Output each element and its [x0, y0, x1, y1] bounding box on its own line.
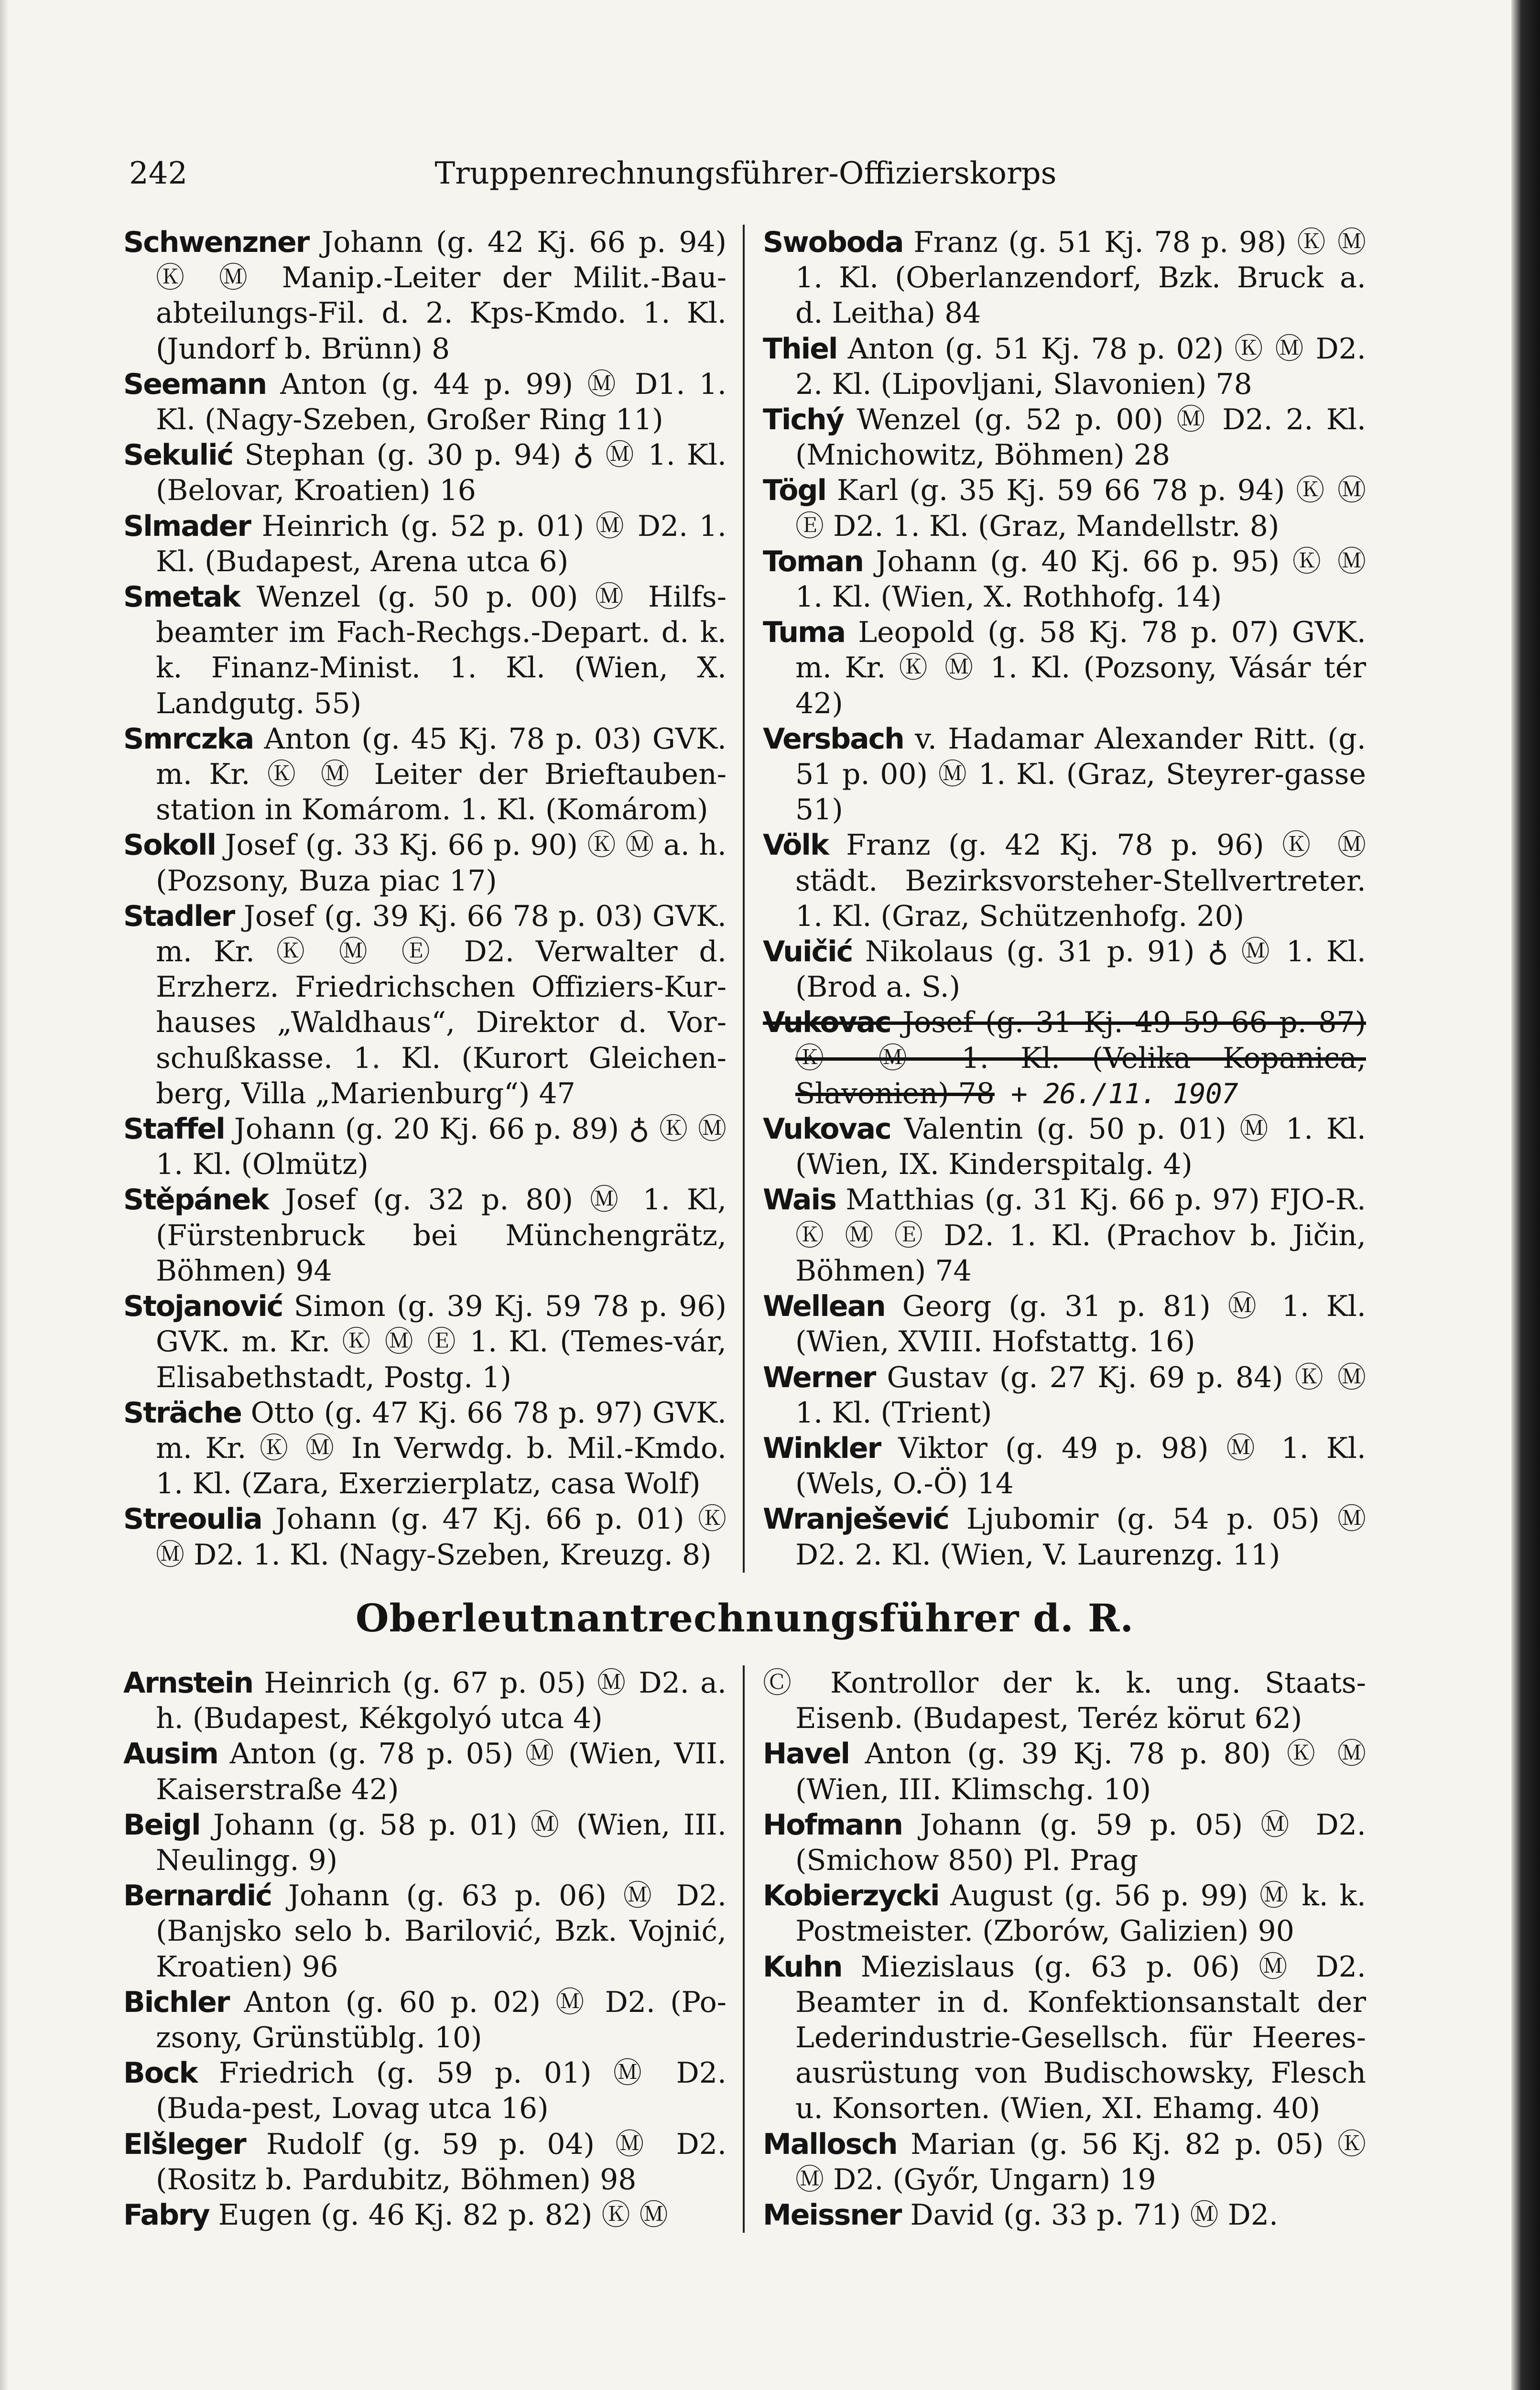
- directory-entry: [123, 1878, 727, 1985]
- entry-body: [123, 1112, 727, 1181]
- directory-entry: [123, 721, 727, 828]
- entry-body: [763, 828, 1366, 933]
- entry-body: [123, 722, 727, 826]
- entry-details: Eugen (g. 46 Kj. 82 p. 82) Ⓚ Ⓜ: [209, 2198, 668, 2232]
- entry-surname: Sokoll: [123, 828, 216, 862]
- directory-entry: [123, 1289, 727, 1395]
- entry-surname: Stojanović: [123, 1290, 283, 1324]
- directory-entry: [763, 1807, 1366, 1878]
- entry-details: Ljubomir (g. 54 p. 05) Ⓜ D2. 2. Kl. (Wien, V. Laurenzg. 11): [795, 1502, 1366, 1572]
- directory-entry: [123, 509, 727, 579]
- entry-body: [763, 403, 1366, 472]
- entry-details: Nikolaus (g. 31 p. 91) ♁ Ⓜ 1. Kl. (Brod a. S.): [795, 935, 1366, 1004]
- entry-body: [763, 2128, 1366, 2196]
- entry-surname: Stadler: [123, 899, 235, 933]
- directory-entry: [763, 1736, 1366, 1807]
- entry-details: Leopold (g. 58 Kj. 78 p. 07) GVK. m. Kr. Ⓚ Ⓜ 1. Kl. (Pozsony, Vásár tér 42): [795, 616, 1366, 720]
- entry-details: Ⓒ Kontrollor der k. k. ung. Staats-Eisenb. (Budapest, Teréz körut 62): [763, 1666, 1366, 1736]
- entry-body: [763, 1950, 1366, 2126]
- entry-details: Johann (g. 59 p. 05) Ⓜ D2. (Smichow 850) Pl. Prag: [795, 1808, 1366, 1878]
- entry-surname: Smrczka: [123, 722, 254, 756]
- entry-details: Anton (g. 60 p. 02) Ⓜ D2. (Po-zsony, Grünstüblg. 10): [156, 1985, 727, 2055]
- entry-body: [123, 2056, 727, 2125]
- entry-body: [123, 1737, 727, 1806]
- entry-surname: Mallosch: [763, 2127, 897, 2161]
- directory-entry: [763, 1878, 1366, 1949]
- left-column: [123, 225, 745, 1573]
- entry-surname: Thiel: [763, 332, 837, 366]
- entry-surname: Kuhn: [763, 1950, 842, 1984]
- entry-details: David (g. 33 p. 71) Ⓜ D2.: [901, 2198, 1279, 2232]
- directory-entry: [123, 2197, 727, 2233]
- directory-entry: [763, 827, 1366, 934]
- directory-entry: [763, 1182, 1366, 1289]
- entry-details: Anton (g. 44 p. 99) Ⓜ D1. 1. Kl. (Nagy-Szeben, Großer Ring 11): [156, 367, 727, 437]
- entry-body: [763, 1361, 1366, 1430]
- entry-body: [123, 510, 727, 578]
- entry-details: Josef (g. 39 Kj. 66 78 p. 03) GVK. m. Kr. Ⓚ Ⓜ Ⓔ D2. Verwalter d. Erzherz. Friedrichschen Offiziers-Kur-hauses „Waldhaus“, Direktor d. Vor-schußkasse. 1. Kl. (Kurort Gleichen-berg, Villa „Marienburg“) 47: [156, 899, 727, 1110]
- entry-surname: Bock: [123, 2056, 197, 2090]
- cancelled-entry: [763, 1005, 1366, 1111]
- entry-surname: Havel: [763, 1737, 850, 1771]
- entry-surname: Elšleger: [123, 2127, 246, 2161]
- right-column: [745, 1665, 1366, 2233]
- entry-surname: Arnstein: [123, 1666, 253, 1700]
- entry-body: [123, 1986, 727, 2054]
- directory-entry: [763, 473, 1366, 543]
- entry-details: Anton (g. 39 Kj. 78 p. 80) Ⓚ Ⓜ (Wien, III. Klimschg. 10): [795, 1737, 1366, 1806]
- entry-details: Heinrich (g. 52 p. 01) Ⓜ D2. 1. Kl. (Budapest, Arena utca 6): [156, 509, 727, 578]
- entry-surname: Winkler: [763, 1431, 881, 1465]
- entry-surname: Swoboda: [763, 226, 903, 259]
- entry-details: Franz (g. 42 Kj. 78 p. 96) Ⓚ Ⓜ städt. Bezirksvorsteher-Stellvertreter. 1. Kl. (Graz, Schützenhofg. 20): [795, 828, 1366, 933]
- entry-details: Gustav (g. 27 Kj. 69 p. 84) Ⓚ Ⓜ 1. Kl. (Trient): [795, 1360, 1366, 1430]
- entry-details: Rudolf (g. 59 p. 04) Ⓜ D2. (Rositz b. Pardubitz, Böhmen) 98: [156, 2127, 727, 2196]
- directory-entry: [123, 437, 727, 508]
- entry-surname: Staffel: [123, 1112, 225, 1146]
- entry-details: Miezislaus (g. 63 p. 06) Ⓜ D2. Beamter in d. Konfektionsanstalt der Lederindustrie-Gesellsch. für Heeres-ausrüstung von Budischowsky, Flesch u. Konsorten. (Wien, XI. Ehamg. 40): [795, 1950, 1366, 2126]
- entry-surname: Vuičić: [763, 935, 853, 969]
- entry-surname: Kobierzycki: [763, 1879, 939, 1913]
- entry-details: Matthias (g. 31 Kj. 66 p. 97) FJO-R. Ⓚ Ⓜ Ⓔ D2. 1. Kl. (Prachov b. Jičin, Böhmen) 74: [795, 1183, 1366, 1288]
- directory-entry: [763, 1289, 1366, 1359]
- running-title: Truppenrechnungsführer-Offizierskorps: [434, 156, 1057, 191]
- directory-entry: [763, 2127, 1366, 2197]
- entry-surname: Bernardić: [123, 1879, 271, 1913]
- entry-details: Johann (g. 47 Kj. 66 p. 01) Ⓚ Ⓜ D2. 1. Kl. (Nagy-Szeben, Kreuzg. 8): [156, 1502, 727, 1572]
- directory-entry: [763, 331, 1366, 402]
- entry-surname: Meissner: [763, 2198, 901, 2232]
- section-officer-corps: [123, 225, 1366, 1573]
- entry-body: [123, 1183, 727, 1287]
- entry-body: [763, 545, 1366, 614]
- entry-body: [123, 828, 727, 897]
- entry-details: Franz (g. 51 Kj. 78 p. 98) Ⓚ Ⓜ 1. Kl. (Oberlanzendorf, Bzk. Bruck a. d. Leitha) 84: [795, 226, 1366, 330]
- entry-surname: Streoulia: [123, 1502, 262, 1536]
- entry-details: Johann (g. 63 p. 06) Ⓜ D2. (Banjsko selo b. Barilović, Bzk. Vojnić, Kroatien) 96: [156, 1879, 727, 1984]
- entry-body: [763, 1879, 1366, 1948]
- page-number: 242: [129, 156, 188, 191]
- entry-body: [123, 1290, 727, 1394]
- entry-body: [123, 226, 727, 366]
- entry-body: [123, 1879, 727, 1983]
- section-reserve: [123, 1665, 1366, 2233]
- entry-surname: Tögl: [763, 474, 826, 508]
- entry-details: Heinrich (g. 67 p. 05) Ⓜ D2. a. h. (Budapest, Kékgolyó utca 4): [156, 1666, 727, 1736]
- entry-body: [763, 1808, 1366, 1877]
- entry-details: Johann (g. 58 p. 01) Ⓜ (Wien, III. Neulingg. 9): [156, 1808, 727, 1878]
- left-column: [123, 1665, 745, 2233]
- entry-body: [763, 616, 1366, 720]
- section-title: Oberleutnantrechnungsführer d. R.: [355, 1596, 1134, 1640]
- entry-surname: Ausim: [123, 1737, 218, 1771]
- directory-entry: [123, 1985, 727, 2055]
- entry-body: [763, 1112, 1366, 1181]
- directory-entry: [763, 1501, 1366, 1572]
- page-edge-left: [0, 0, 9, 2390]
- directory-entry: [763, 2197, 1366, 2233]
- entry-surname: Fabry: [123, 2198, 209, 2232]
- entry-body: [123, 1808, 727, 1877]
- directory-entry: [763, 721, 1366, 828]
- directory-entry: [123, 1665, 727, 1736]
- directory-entry: [123, 2127, 727, 2197]
- entry-surname: Tichý: [763, 403, 844, 437]
- entry-details: Johann (g. 20 Kj. 66 p. 89) ♁ Ⓚ Ⓜ 1. Kl. (Olmütz): [156, 1112, 727, 1182]
- entry-details: Johann (g. 42 Kj. 66 p. 94) Ⓚ Ⓜ Manip.-Leiter der Milit.-Bau-abteilungs-Fil. d. 2. Kps-Kmdo. 1. Kl. (Jundorf b. Brünn) 8: [156, 226, 727, 366]
- entry-body: [763, 474, 1366, 543]
- entry-details: Otto (g. 47 Kj. 66 78 p. 97) GVK. m. Kr. Ⓚ Ⓜ In Verwdg. b. Mil.-Kmdo. 1. Kl. (Zara, Exerzierplatz, casa Wolf): [156, 1396, 727, 1501]
- directory-entry: [763, 402, 1366, 473]
- entry-body: [763, 1737, 1366, 1806]
- entry-details: August (g. 56 p. 99) Ⓜ k. k. Postmeister. (Zborów, Galizien) 90: [795, 1879, 1366, 1948]
- directory-entry: [763, 1360, 1366, 1431]
- directory-entry: [123, 1736, 727, 1807]
- entry-details: Anton (g. 78 p. 05) Ⓜ (Wien, VII. Kaiserstraße 42): [156, 1737, 727, 1806]
- entry-body: [123, 1396, 727, 1500]
- directory-entry: [123, 827, 727, 898]
- entry-body: [123, 2198, 668, 2232]
- entry-body: [763, 2198, 1278, 2232]
- entry-body: [123, 580, 727, 720]
- entry-body: [763, 226, 1366, 330]
- entry-body: [763, 935, 1366, 1004]
- entry-details: Anton (g. 45 Kj. 78 p. 03) GVK. m. Kr. Ⓚ Ⓜ Leiter der Brieftauben-station in Komárom. 1. Kl. (Komárom): [156, 722, 727, 827]
- entry-surname: Vukovac: [763, 1006, 891, 1040]
- entry-details: Josef (g. 31 Kj. 49 59 66 p. 87) Ⓚ Ⓜ 1. Kl. (Velika Kopanica, Slavonien) 78: [795, 1006, 1366, 1110]
- entry-body: [763, 332, 1366, 401]
- entry-surname: Wais: [763, 1183, 836, 1217]
- directory-entry: [123, 1501, 727, 1572]
- entry-surname: Sträche: [123, 1396, 241, 1430]
- entry-surname: Smetak: [123, 580, 240, 614]
- entry-details: Josef (g. 33 Kj. 66 p. 90) Ⓚ Ⓜ a. h. (Pozsony, Buza piac 17): [156, 828, 727, 898]
- entry-details: v. Hadamar Alexander Ritt. (g. 51 p. 00) Ⓜ 1. Kl. (Graz, Steyrer-gasse 51): [795, 722, 1366, 827]
- entry-surname: Schwenzner: [123, 226, 309, 259]
- entry-details: Wenzel (g. 52 p. 00) Ⓜ D2. 2. Kl. (Mnichowitz, Böhmen) 28: [795, 403, 1366, 472]
- entry-details: Georg (g. 31 p. 81) Ⓜ 1. Kl. (Wien, XVIII. Hofstattg. 16): [795, 1290, 1366, 1359]
- entry-surname: Versbach: [763, 722, 904, 756]
- entry-surname: Sekulić: [123, 438, 233, 472]
- entry-body: [763, 722, 1366, 826]
- right-column: [745, 225, 1366, 1573]
- entry-body: [123, 438, 727, 507]
- page-edge-right: [1511, 0, 1540, 2390]
- handwritten-annotation: + 26./11. 1907: [994, 1077, 1238, 1110]
- entry-body: [763, 1432, 1366, 1500]
- entry-surname: Wranješević: [763, 1502, 949, 1536]
- entry-body: [763, 1290, 1366, 1358]
- entry-details: Anton (g. 51 Kj. 78 p. 02) Ⓚ Ⓜ D2. 2. Kl. (Lipovljani, Slavonien) 78: [795, 332, 1366, 401]
- entry-body: [123, 368, 727, 436]
- entry-surname: Tuma: [763, 616, 846, 650]
- entry-details: Viktor (g. 49 p. 98) Ⓜ 1. Kl. (Wels, O.-Ö) 14: [795, 1431, 1366, 1501]
- directory-entry: [123, 899, 727, 1111]
- directory-entry: [123, 367, 727, 437]
- entry-surname: Werner: [763, 1360, 876, 1394]
- directory-entry: [763, 1431, 1366, 1501]
- entry-surname: Toman: [763, 544, 863, 578]
- entry-details: Josef (g. 32 p. 80) Ⓜ 1. Kl, (Fürstenbruck bei Münchengrätz, Böhmen) 94: [156, 1183, 727, 1288]
- entry-surname: Slmader: [123, 509, 251, 543]
- directory-entry: [123, 579, 727, 721]
- directory-entry: [123, 1395, 727, 1502]
- entry-surname: Bichler: [123, 1985, 229, 2019]
- entry-surname: Wellean: [763, 1290, 885, 1324]
- directory-entry: [763, 1665, 1366, 1736]
- entry-body: [763, 1183, 1366, 1287]
- directory-entry: [123, 1182, 727, 1289]
- directory-entry: [763, 1111, 1366, 1182]
- entry-surname: Beigl: [123, 1808, 200, 1842]
- directory-entry: [763, 934, 1366, 1005]
- entry-details: Wenzel (g. 50 p. 00) Ⓜ Hilfs-beamter im Fach-Rechgs.-Depart. d. k. k. Finanz-Minist. 1. Kl. (Wien, X. Landgutg. 55): [156, 580, 727, 720]
- entry-surname: Vukovac: [763, 1112, 891, 1146]
- directory-entry: [763, 615, 1366, 721]
- entry-body: [123, 900, 727, 1110]
- entry-surname: Völk: [763, 828, 828, 862]
- entry-details: Johann (g. 40 Kj. 66 p. 95) Ⓚ Ⓜ 1. Kl. (Wien, X. Rothhofg. 14): [795, 544, 1366, 614]
- entry-details: Friedrich (g. 59 p. 01) Ⓜ D2. (Buda-pest, Lovag utca 16): [156, 2056, 727, 2126]
- entry-details: Stephan (g. 30 p. 94) ♁ Ⓜ 1. Kl. (Belovar, Kroatien) 16: [156, 438, 727, 508]
- entry-details: Karl (g. 35 Kj. 59 66 78 p. 94) Ⓚ Ⓜ Ⓔ D2. 1. Kl. (Graz, Mandellstr. 8): [795, 474, 1366, 543]
- directory-entry: [123, 1111, 727, 1182]
- entry-details: Valentin (g. 50 p. 01) Ⓜ 1. Kl. (Wien, IX. Kinderspitalg. 4): [795, 1112, 1366, 1182]
- entry-body: [123, 1666, 727, 1735]
- entry-body: [763, 1502, 1366, 1571]
- directory-entry: [763, 225, 1366, 331]
- entry-details: Simon (g. 39 Kj. 59 78 p. 96) GVK. m. Kr. Ⓚ Ⓜ Ⓔ 1. Kl. (Temes-vár, Elisabethstadt, Postg. 1): [156, 1290, 727, 1394]
- entry-body: [123, 1502, 727, 1571]
- page-header: [129, 152, 1362, 195]
- directory-entry: [123, 225, 727, 367]
- entry-surname: Hofmann: [763, 1808, 902, 1842]
- directory-entry: [763, 544, 1366, 615]
- entry-details: Marian (g. 56 Kj. 82 p. 05) Ⓚ Ⓜ D2. (Győr, Ungarn) 19: [795, 2127, 1366, 2196]
- entry-surname: Seemann: [123, 367, 267, 401]
- directory-entry: [763, 1949, 1366, 2127]
- entry-body: [123, 2128, 727, 2196]
- entry-body: [763, 1666, 1366, 1735]
- directory-entry: [123, 1807, 727, 1878]
- directory-entry: [123, 2055, 727, 2126]
- entry-surname: Stěpánek: [123, 1183, 269, 1217]
